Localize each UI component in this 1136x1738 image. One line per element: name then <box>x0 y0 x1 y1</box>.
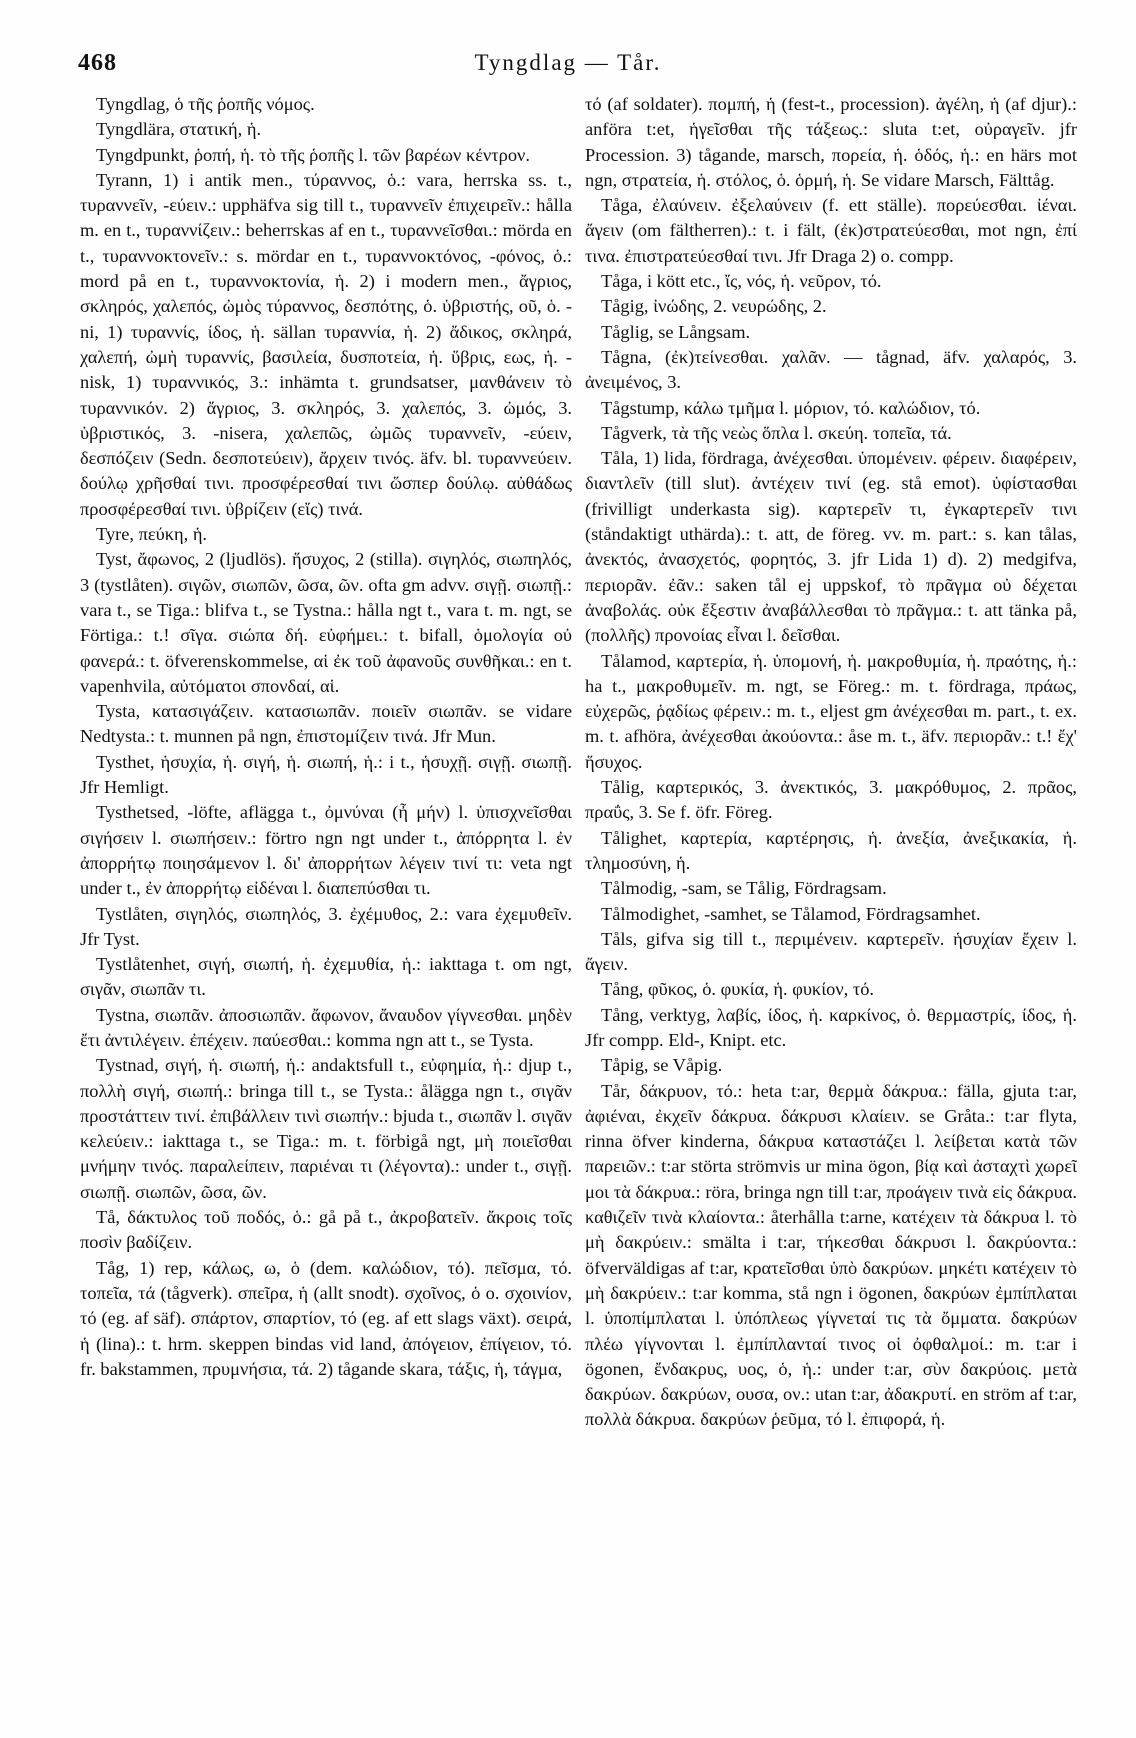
dictionary-entry: Tåga, i kött etc., ἴς, νός, ἡ. νεῦρον, τό. <box>601 271 882 292</box>
dictionary-entry: Tåglig, se Långsam. <box>601 321 751 342</box>
dictionary-entry: Tålighet, καρτερία, καρτέρησις, ἡ. ἀνεξία, ἀνεξικακία, ἡ. τλημοσύνη, ἡ. <box>585 827 1077 873</box>
dictionary-entry: Tyst, ἄφωνος, 2 (ljudlös). ἥσυχος, 2 (stilla). σιγηλός, σιωπηλός, 3 (tystlåten). σιγῶν, σιωπῶν, ῶσα, ῶν. ofta gm advv. σιγῇ. σιωπῇ.: vara t., se Tiga.: blifva t., se Tystna.: hålla ngt t., vara t. m. ngt, se Förtiga.: t.! σῖγα. σιώπα δή. εὐφήμει.: t. bifall, ὁμολογία οὐ φανερά.: t. öfverenskommelse, αἱ ἐκ τοῦ ἀφανοῦς συνθῆκαι.: en t. vapenhvila, αὐτόματοι σπονδαί, αἱ. <box>80 549 572 696</box>
dictionary-entry: Tågstump, κάλω τμῆμα l. μόριον, τό. καλώδιον, τό. <box>601 397 981 418</box>
left-column <box>80 92 572 1702</box>
dictionary-entry: Tågig, ἰνώδης, 2. νευρώδης, 2. <box>601 296 827 317</box>
dictionary-entry: Tåga, ἐλαύνειν. ἐξελαύνειν (f. ett ställe). πορεύεσθαι. ἰέναι. ἄγειν (om fältherren).: t. i fält, (ἐκ)στρατεύεσθαι, mot ngn, ἐπί τινα. ἐπιστρατεύεσθαί τινι. Jfr Draga 2) o. compp. <box>585 195 1077 266</box>
dictionary-entry: Tystlåtenhet, σιγή, σιωπή, ἡ. ἐχεμυθία, ἡ.: iakttaga t. om ngt, σιγᾶν, σιωπᾶν τι. <box>80 954 572 1000</box>
dictionary-entry: Tystna, σιωπᾶν. ἀποσιωπᾶν. ἄφωνον, ἄναυδον γίγνεσθαι. μηδὲν ἔτι ἀντιλέγειν. ἐπέχειν. παύεσθαι.: komma ngn att t., se Tysta. <box>80 1004 572 1050</box>
dictionary-entry: Tåla, 1) lida, fördraga, ἀνέχεσθαι. ὑπομένειν. φέρειν. διαφέρειν, διαντλεῖν (till slut). ἀντέχειν τινί (eg. stå emot). ὑφίστασθαι (frivilligt underkasta sig). καρτερεῖν τι, ἐγκαρτερεῖν τινι (ståndaktigt uthärda).: t. att, de föreg. vv. m. part.: s. kan tålas, ἀνεκτός, ἀνασχετός, φορητός, 3. jfr Lida 1) d). 2) medgifva, περιορᾶν. ἐᾶν.: saken tål ej uppskof, τὸ πρᾶγμα οὐ δέχεται ἀναβολάς. οὐκ ἔξεστιν ἀναβάλλεσθαι τὸ πρᾶγμα.: t. att tänka på, (πολλῆς) προνοίας εἶναι l. δεῖσθαι. <box>585 448 1077 646</box>
dictionary-entry: Tåpig, se Våpig. <box>601 1055 723 1076</box>
running-head: Tyngdlag — Tår. <box>474 50 662 75</box>
dictionary-entry: Tåg, 1) rep, κάλως, ω, ὁ (dem. καλώδιον, τό). πεῖσμα, τό. τοπεῖα, τά (tågverk). σπεῖρα, ἡ (allt snodt). σχοῖνος, ὁ ο. σχοινίον, τό (eg. af säf). σπάρτον, σπαρτίον, τό (eg. af ett slags växt). σειρά, ἡ (lina).: t. hrm. skeppen bindas vid land, ἀπόγειον, ἐπίγειον, τό. fr. bakstammen, πρυμνήσια, τά. 2) tågande skara, τάξις, ἡ, τάγμα, <box>80 1257 572 1379</box>
dictionary-entry: Tålmodig, -sam, se Tålig, Fördragsam. <box>601 878 887 899</box>
dictionary-entry: Tålmodighet, -samhet, se Tålamod, Fördragsamhet. <box>601 903 981 924</box>
dictionary-entry: Tågna, (ἐκ)τείνεσθαι. χαλᾶν. — tågnad, äfv. χαλαρός, 3. ἀνειμένος, 3. <box>585 346 1077 393</box>
right-column <box>585 92 1077 1702</box>
dictionary-entry: Tålig, καρτερικός, 3. ἀνεκτικός, 3. μακρόθυμος, 2. πρᾶος, πραΰς, 3. Se f. öfr. Föreg. <box>585 777 1077 823</box>
dictionary-entry: Tång, φῦκος, ὁ. φυκία, ἡ. φυκίον, τό. <box>601 979 875 1000</box>
dictionary-entry: Tyngdpunkt, ῥοπή, ἡ. τὸ τῆς ῥοπῆς l. τῶν βαρέων κέντρον. <box>96 144 530 165</box>
dictionary-entry: Tystnad, σιγή, ἡ. σιωπή, ἡ.: andaktsfull t., εὐφημία, ἡ.: djup t., πολλὴ σιγή, σιωπή.: bringa till t., se Tysta.: ålägga ngn t., σιγᾶν προστάττειν τινί. ἐπιβάλλειν τινὶ σιωπήν.: bjuda t., σιωπᾶν l. σιγᾶν κελεύειν.: iakttaga t., se Tiga.: m. t. förbigå ngt, μὴ ποιεῖσθαι μνήμην τινός. παραλείπειν, παριέναι τι (λέγοντα).: under t., σιγῇ. σιωπῇ. σιωπῶν, ῶσα, ῶν. <box>80 1055 572 1202</box>
page-number: 468 <box>78 50 117 76</box>
dictionary-entry: Tyngdlag, ὁ τῆς ῥοπῆς νόμος. <box>96 94 315 114</box>
dictionary-entry: Tystlåten, σιγηλός, σιωπηλός, 3. ἐχέμυθος, 2.: vara ἐχεμυθεῖν. Jfr Tyst. <box>80 903 572 949</box>
dictionary-entry: Tyrann, 1) i antik men., τύραννος, ὁ.: vara, herrska ss. t., τυραννεῖν, -εύειν.: upphäfva sig till t., τυραννεῖν ἐπιχειρεῖν.: hålla m. en t., τυραννίζειν.: beherrskas af en t., τυραννεῖσθαι.: mörda en t., τυραννοκτονεῖν.: s. mördar en t., τυραννοκτόνος, -φόνος, ὁ.: mord på en t., τυραννοκτονία, ἡ. 2) i modern men., ἄγριος, σκληρός, χαλεπός, ὠμὸς τύραννος, δεσπότης, ὁ. ὑβριστής, οῦ, ὁ. -ni, 1) τυραννίς, ίδος, ἡ. sällan τυραννία, ἡ. 2) ἄδικος, σκληρά, χαλεπή, ὠμὴ τυραννίς, βασιλεία, δυσποτεία, ἡ. ὕβρις, εως, ἡ. -nisk, 1) τυραννικός, 3.: inhämta t. grundsatser, μανθάνειν τὸ τυραννικόν. 2) ἄγριος, 3. σκληρός, 3. χαλεπός, 3. ὠμός, 3. ὑβριστικός, 3. -nisera, χαλεπῶς, ὠμῶς τυραννεῖν, -εύειν, δεσπόζειν (Sedn. δεσποτεύειν), ἄρχειν τινός. äfv. bl. τυραννεύειν. δούλῳ χρῆσθαί τινι. προσφέρεσθαί τινι ὥσπερ δούλῳ. αὐθάδως προσφέρεσθαί τινι. ὑβρίζειν (εἴς) τινά. <box>80 169 572 519</box>
dictionary-entry: Tår, δάκρυον, τό.: heta t:ar, θερμὰ δάκρυα.: fälla, gjuta t:ar, ἀφιέναι, ἐκχεῖν δάκρυα. δάκρυσι κλαίειν. se Gråta.: t:ar flyta, rinna öfver kinderna, δάκρυα καταστάζει l. λείβεται κατὰ τῶν παρειῶν.: t:ar störta strömvis ur mina ögon, βίᾳ καὶ ἀσταχτὶ χωρεῖ μοι τὰ δάκρυα.: röra, bringa ngn till t:ar, προάγειν τινὰ εἰς δάκρυα. καθιζεῖν τινὰ κλαίοντα.: återhålla t:arne, κατέχειν τὰ δάκρυα l. τὸ μὴ δακρύειν.: smälta i t:ar, τήκεσθαι δάκρυσι l. δακρύοντα.: öfverväldigas af t:ar, κρατεῖσθαι ὑπὸ δακρύων. μηκέτι κατέχειν τὸ μὴ δακρύειν.: t:ar komma, stå ngn i ögonen, δακρύων ἐμπίπλαται l. ὑποπίμπλαται l. ὑπόπλεως γίγνεταί τις τὰ ὄμματα. δακρύων πλέω γίγνονται l. ἐμπίπλανταί τινος οἱ ὀφθαλμοί.: m. t:ar i ögonen, ἔνδακρυς, υος, ὁ, ἡ.: under t:ar, σὺν δακρύοις. μετὰ δακρύων. δακρύων, ουσα, ον.: utan t:ar, ἀδακρυτί. en ström af t:ar, πολλὰ δάκρυα. δακρύων ῥεῦμα, τό l. ἐπιφορά, ἡ. <box>585 1080 1077 1430</box>
dictionary-entry: Tyngdlära, στατική, ἡ. <box>96 119 262 140</box>
dictionary-entry: Tyre, πεύκη, ἡ. <box>96 524 208 545</box>
page-header <box>0 50 1136 80</box>
dictionary-entry: Tysthet, ἡσυχία, ἡ. σιγή, ἡ. σιωπή, ἡ.: i t., ἡσυχῇ. σιγῇ. σιωπῇ. Jfr Hemligt. <box>80 751 572 798</box>
dictionary-entry: τό (af soldater). πομπή, ἡ (fest-t., procession). ἀγέλη, ἡ (af djur).: anföra t:et, ἡγεῖσθαι τῆς τάξεως.: sluta t:et, οὐραγεῖν. jfr Procession. 3) tågande, marsch, πορεία, ἡ. ὁδός, ἡ.: en härs mot ngn, στρατεία, ἡ. στόλος, ὁ. ὁρμή, ἡ. Se vidare Marsch, Fälttåg. <box>585 94 1077 190</box>
dictionary-entry: Tysthetsed, -löfte, aflägga t., ὀμνύναι (ἦ μήν) l. ὑπισχνεῖσθαι σιγήσειν l. σιωπήσειν.: förtro ngn ngt under t., ἀπόρρητα l. ἐν ἀπορρήτῳ ποιησάμενον l. δι' ἀπορρήτων λέγειν τινί τι: veta ngt under t., ἐν ἀπορρήτῳ εἰδέναι l. διαπεπύσθαι τι. <box>80 802 572 899</box>
dictionary-entry: Tå, δάκτυλος τοῦ ποδός, ὁ.: gå på t., ἀκροβατεῖν. ἄκροις τοῖς ποσὶν βαδίζειν. <box>80 1207 572 1253</box>
dictionary-entry: Tålamod, καρτερία, ἡ. ὑπομονή, ἡ. μακροθυμία, ἡ. πραότης, ἡ.: ha t., μακροθυμεῖν. m. ngt, se Föreg.: m. t. fördraga, πράως, εὐχερῶς, ῥᾳδίως φέρειν.: m. t., eljest gm ἀνέχεσθαι m. part., t. ex. m. t. afhöra, ἀνέχεσθαι ἀκούοντα.: åse m. t., äfv. περιορᾶν.: t.! ἔχ' ἥσυχος. <box>585 650 1077 772</box>
dictionary-entry: Tåls, gifva sig till t., περιμένειν. καρτερεῖν. ἡσυχίαν ἔχειν l. ἄγειν. <box>585 928 1077 975</box>
dictionary-entry: Tysta, κατασιγάζειν. κατασιωπᾶν. ποιεῖν σιωπᾶν. se vidare Nedtysta.: t. munnen på ngn, ἐπιστομίζειν τινά. Jfr Mun. <box>80 701 572 747</box>
dictionary-entry: Tång, verktyg, λαβίς, ίδος, ἡ. καρκίνος, ὁ. θερμαστρίς, ίδος, ἡ. Jfr compp. Eld-, Knipt. etc. <box>585 1004 1077 1050</box>
dictionary-entry: Tågverk, τὰ τῆς νεὼς ὅπλα l. σκεύη. τοπεῖα, τά. <box>601 422 952 443</box>
